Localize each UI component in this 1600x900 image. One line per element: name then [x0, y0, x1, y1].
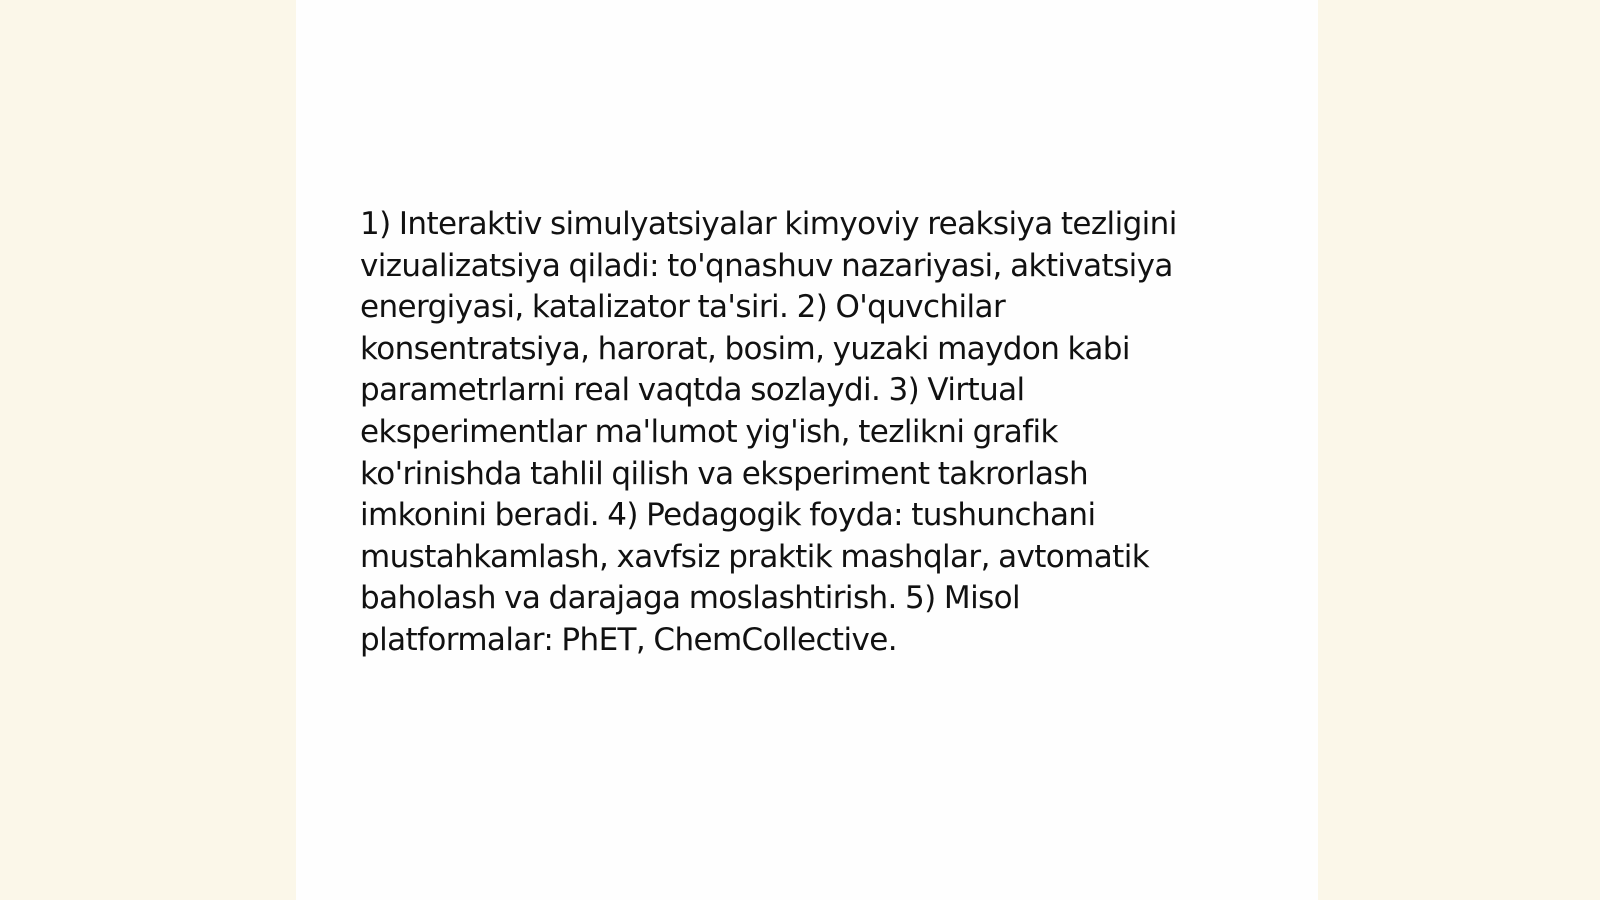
body-paragraph: [360, 204, 1260, 662]
left-margin-panel: [0, 0, 296, 900]
text-line: 1) Interaktiv simulyatsiyalar kimyoviy reaksiya tezligini: [360, 206, 1177, 242]
text-line: eksperimentlar ma'lumot yig'ish, tezlikni grafik: [360, 413, 1058, 450]
text-line: parametrlarni real vaqtda sozlaydi. 3) Virtual: [360, 372, 1025, 409]
text-line: platformalar: PhET, ChemCollective.: [360, 621, 897, 658]
text-line: energiyasi, katalizator ta'siri. 2) O'quvchilar: [360, 289, 1006, 326]
text-line: mustahkamlash, xavfsiz praktik mashqlar, avtomatik: [360, 538, 1150, 575]
text-line: vizualizatsiya qiladi: to'qnashuv nazariyasi, aktivatsiya: [360, 247, 1173, 284]
text-line: baholash va darajaga moslashtirish. 5) Misol: [360, 580, 1021, 617]
right-margin-panel: [1318, 0, 1600, 900]
text-line: konsentratsiya, harorat, bosim, yuzaki maydon kabi: [360, 330, 1130, 367]
text-line: imkonini beradi. 4) Pedagogik foyda: tushunchani: [360, 497, 1096, 534]
text-line: ko'rinishda tahlil qilish va eksperiment takrorlash: [360, 455, 1089, 492]
